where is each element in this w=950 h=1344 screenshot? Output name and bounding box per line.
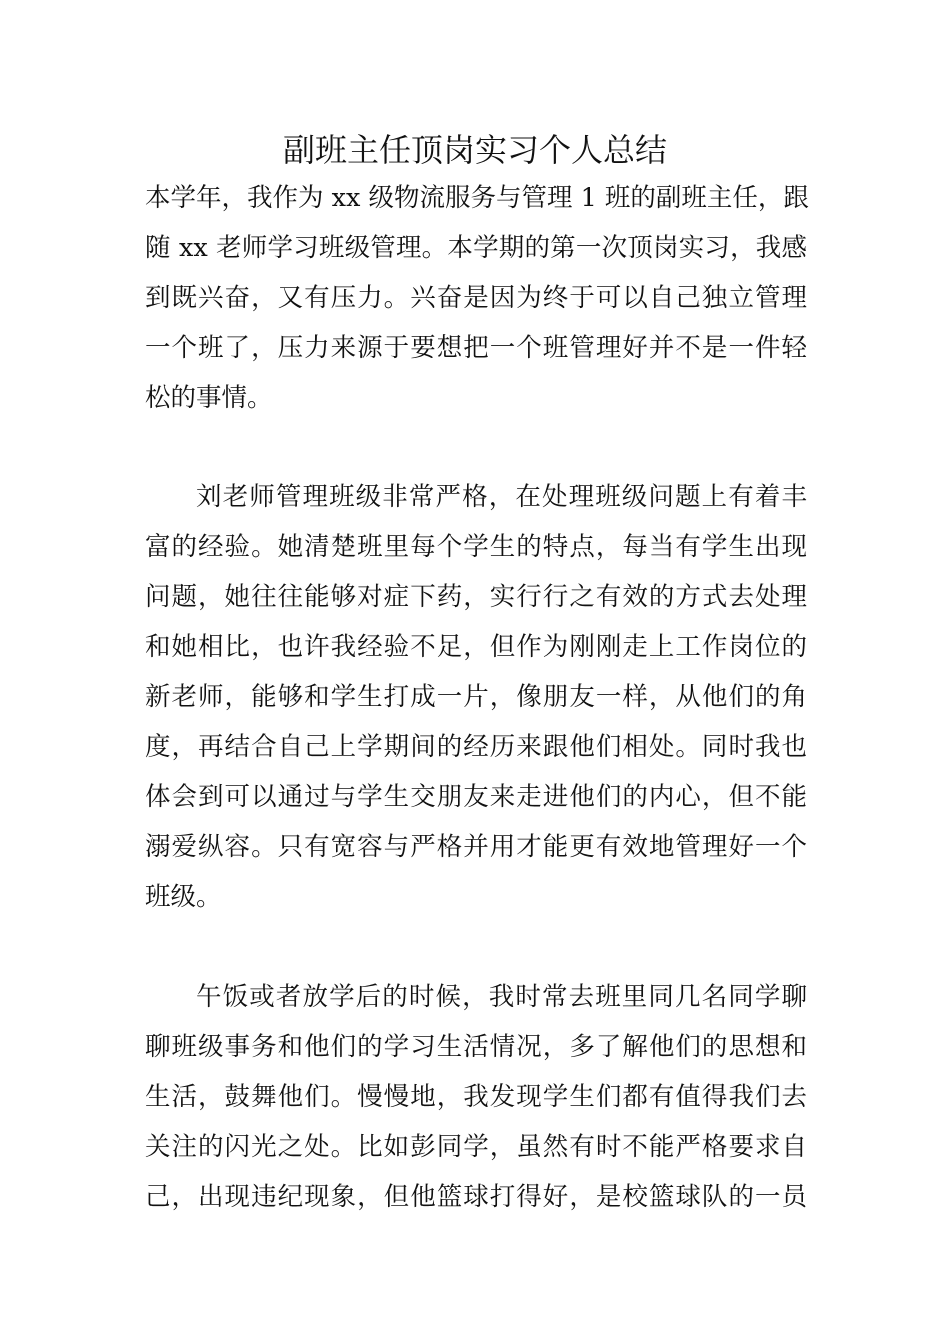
paragraph-line: 关注的闪光之处。比如彭同学，虽然有时不能严格要求自: [145, 1132, 807, 1162]
paragraph-line: 度，再结合自己上学期间的经历来跟他们相处。同时我也: [145, 732, 807, 762]
paragraph-line: 溺爱纵容。只有宽容与严格并用才能更有效地管理好一个: [145, 832, 807, 862]
paragraph-line: 新老师，能够和学生打成一片，像朋友一样，从他们的角: [145, 682, 807, 712]
paragraph-line: 生活，鼓舞他们。慢慢地，我发现学生们都有值得我们去: [145, 1082, 807, 1112]
paragraph-line: 和她相比，也许我经验不足，但作为刚刚走上工作岗位的: [145, 632, 807, 662]
paragraph-line: 松的事情。: [145, 383, 273, 413]
paragraph-line: 班级。: [145, 882, 222, 912]
paragraph-line: 富的经验。她清楚班里每个学生的特点，每当有学生出现: [145, 532, 807, 562]
paragraph-line: 随 xx 老师学习班级管理。本学期的第一次顶岗实习，我感: [145, 233, 807, 263]
paragraph-line: 本学年，我作为 xx 级物流服务与管理 1 班的副班主任，跟: [145, 183, 809, 213]
paragraph-line: 己，出现违纪现象，但他篮球打得好，是校篮球队的一员: [145, 1182, 807, 1212]
paragraph-line: 聊班级事务和他们的学习生活情况，多了解他们的思想和: [145, 1032, 807, 1062]
paragraph-line: 午饭或者放学后的时候，我时常去班里同几名同学聊: [196, 982, 807, 1012]
document-title: 副班主任顶岗实习个人总结: [282, 131, 667, 169]
paragraph-line: 一个班了，压力来源于要想把一个班管理好并不是一件轻: [145, 333, 807, 363]
paragraph-line: 到既兴奋，又有压力。兴奋是因为终于可以自己独立管理: [145, 283, 807, 313]
paragraph-line: 体会到可以通过与学生交朋友来走进他们的内心，但不能: [145, 782, 807, 812]
paragraph-line: 刘老师管理班级非常严格，在处理班级问题上有着丰: [196, 482, 807, 512]
paragraph-line: 问题，她往往能够对症下药，实行行之有效的方式去处理: [145, 582, 807, 612]
